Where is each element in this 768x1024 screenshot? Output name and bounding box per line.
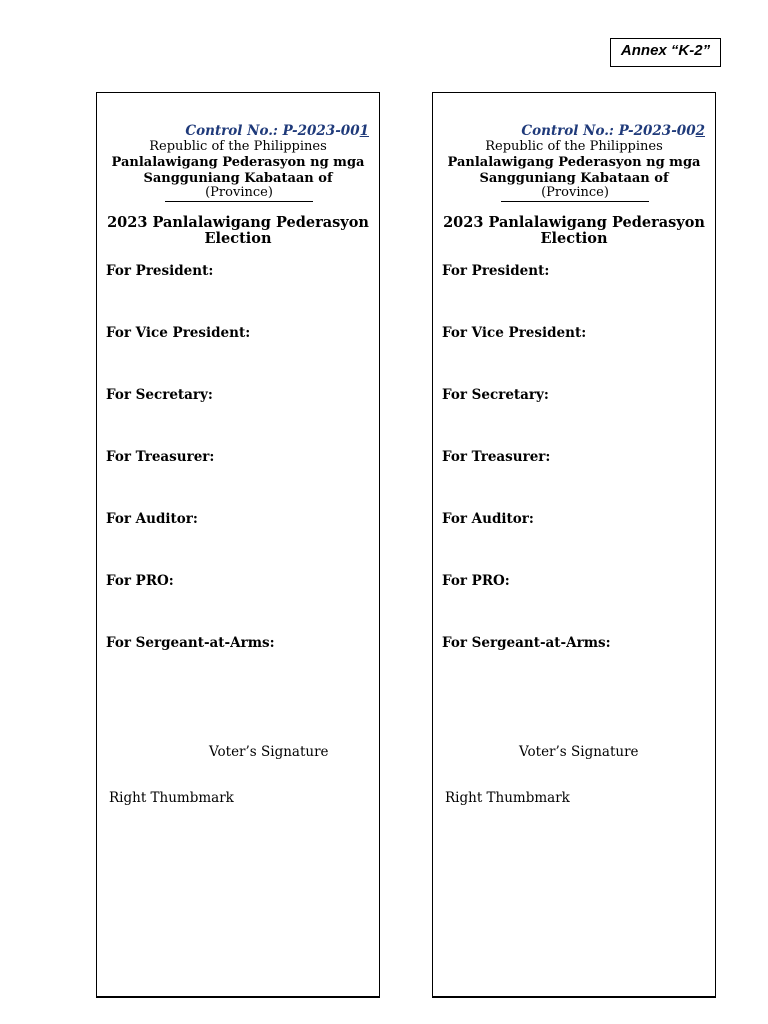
- election-title-line-1: 2023 Panlalawigang Pederasyon: [443, 214, 705, 231]
- ballot-1: [96, 92, 380, 998]
- election-title-line-1: 2023 Panlalawigang Pederasyon: [107, 214, 369, 231]
- position-treasurer: For Treasurer:: [442, 449, 551, 465]
- position-president: For President:: [442, 263, 550, 279]
- control-number-prefix: Control No.: P-2023-00: [521, 123, 696, 139]
- position-pro: For PRO:: [106, 573, 174, 589]
- federation-line-2: Sangguniang Kabataan of: [143, 171, 333, 186]
- position-sergeant-at-arms: For Sergeant-at-Arms:: [442, 635, 611, 651]
- election-title-line-2: Election: [204, 230, 272, 247]
- federation-line-2: Sangguniang Kabataan of: [479, 171, 669, 186]
- position-vice-president: For Vice President:: [442, 325, 587, 341]
- control-number-prefix: Control No.: P-2023-00: [185, 123, 360, 139]
- election-title: [97, 215, 379, 247]
- election-title-line-2: Election: [540, 230, 608, 247]
- voter-signature-label: Voter’s Signature: [519, 744, 639, 760]
- republic-line: Republic of the Philippines: [149, 139, 327, 154]
- position-vice-president: For Vice President:: [106, 325, 251, 341]
- voter-signature-label: Voter’s Signature: [209, 744, 329, 760]
- federation-line-1: Panlalawigang Pederasyon ng mga: [447, 155, 701, 170]
- position-auditor: For Auditor:: [442, 511, 534, 527]
- province-field: (Province): [165, 185, 313, 202]
- position-president: For President:: [106, 263, 214, 279]
- right-thumbmark-label: Right Thumbmark: [109, 790, 234, 806]
- position-treasurer: For Treasurer:: [106, 449, 215, 465]
- position-auditor: For Auditor:: [106, 511, 198, 527]
- position-sergeant-at-arms: For Sergeant-at-Arms:: [106, 635, 275, 651]
- control-number: [185, 123, 369, 139]
- province-field: (Province): [501, 185, 649, 202]
- federation-line-1: Panlalawigang Pederasyon ng mga: [111, 155, 365, 170]
- election-title: [433, 215, 715, 247]
- annex-label: Annex “K-2”: [610, 38, 721, 67]
- right-thumbmark-label: Right Thumbmark: [445, 790, 570, 806]
- control-number-suffix: 2: [695, 123, 705, 139]
- position-secretary: For Secretary:: [442, 387, 549, 403]
- ballot-2: [432, 92, 716, 998]
- position-pro: For PRO:: [442, 573, 510, 589]
- position-secretary: For Secretary:: [106, 387, 213, 403]
- republic-line: Republic of the Philippines: [485, 139, 663, 154]
- control-number-suffix: 1: [359, 123, 369, 139]
- control-number: [521, 123, 705, 139]
